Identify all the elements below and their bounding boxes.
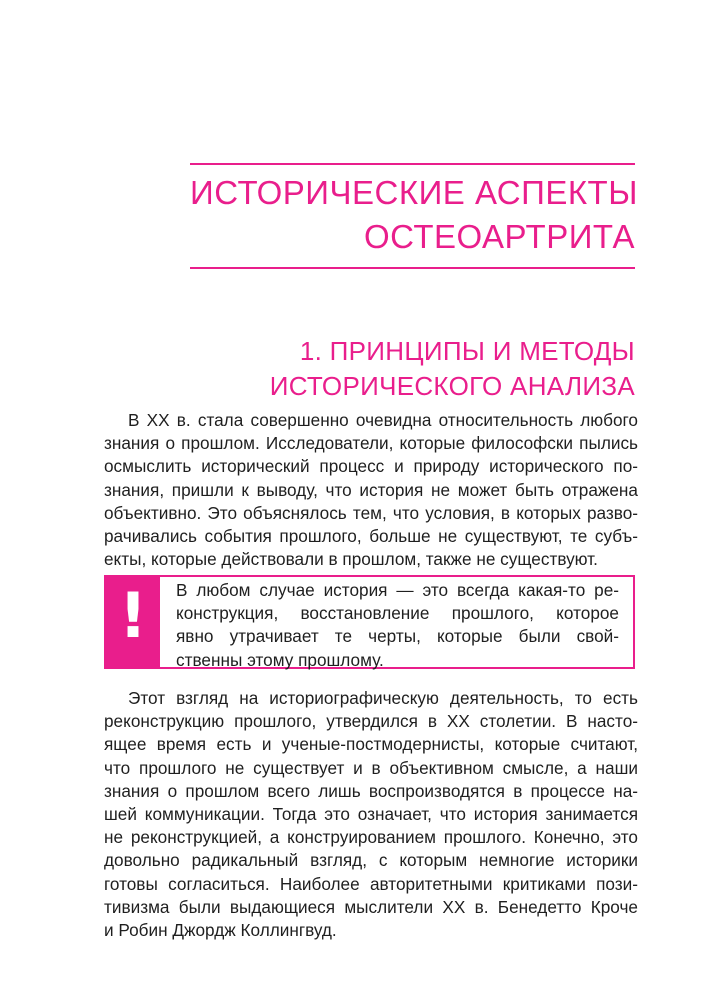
section-title	[200, 334, 635, 404]
section-title-line-1: 1. ПРИНЦИПЫ И МЕТОДЫ	[299, 336, 635, 366]
paragraph-1-line: знания, пришли к выводу, что история не может быть отражена	[104, 479, 638, 500]
paragraph-2-line: Этот взгляд на историографическую деятельность, то есть	[128, 688, 638, 708]
callout-line: явно утрачивает те черты, которые были свой-	[176, 626, 619, 647]
chapter-title-line-1: ИСТОРИЧЕСКИЕ АСПЕКТЫ	[190, 174, 638, 211]
paragraph-2-line: не реконструкцией, а конструированием прошлого. Конечно, это	[104, 827, 638, 848]
paragraph-2-line: что прошлого не существует и в объективном смысле, а наши	[104, 757, 638, 778]
paragraph-1-line: рачивались события прошлого, больше не существуют, те субъ-	[104, 526, 638, 547]
callout-text	[176, 579, 619, 672]
paragraph-2-line: готовы согласиться. Наиболее авторитетными критиками пози-	[104, 873, 638, 894]
paragraph-2-line: тивизма были выдающиеся мыслители XX в. Бенедетто Кроче	[104, 896, 638, 917]
paragraph-2-line: реконструкцию прошлого, утвердился в XX столетии. В насто-	[104, 711, 638, 732]
paragraph-2-line: знания о прошлом всего лишь воспроизводятся в процессе на-	[104, 780, 638, 801]
paragraph-1	[104, 409, 638, 571]
chapter-title-line-2: ОСТЕОАРТРИТА	[363, 218, 635, 255]
exclamation-icon: !	[118, 579, 148, 652]
callout-line: В любом случае история — это всегда какая-то ре-	[176, 580, 619, 600]
paragraph-2	[104, 687, 638, 942]
paragraph-2-line: и Робин Джордж Коллингвуд.	[104, 920, 337, 941]
chapter-top-rule	[190, 163, 635, 165]
paragraph-1-line: осмыслить исторический процесс и природу исторического по-	[104, 456, 638, 477]
paragraph-1-line: екты, которые действовали в прошлом, также не существуют.	[104, 549, 598, 570]
section-title-line-2: ИСТОРИЧЕСКОГО АНАЛИЗА	[269, 371, 635, 401]
paragraph-1-line: В XX в. стала совершенно очевидна относительность любого	[128, 410, 638, 430]
callout-line: конструкция, восстановление прошлого, которое	[176, 603, 619, 624]
paragraph-2-line: довольно радикальный взгляд, с которым немногие историки	[104, 850, 638, 871]
paragraph-2-line: ящее время есть и ученые-постмодернисты, которые считают,	[104, 734, 638, 755]
paragraph-1-line: знания о прошлом. Исследователи, которые философски пылись	[104, 433, 638, 454]
chapter-title	[190, 171, 638, 259]
chapter-bottom-rule	[190, 267, 635, 269]
callout-line: ственны этому прошлому.	[176, 649, 384, 670]
important-callout	[104, 575, 635, 669]
chapter-header	[190, 163, 638, 269]
paragraph-2-line: шей коммуникации. Тогда это означает, что история занимается	[104, 804, 638, 825]
paragraph-1-line: объективно. Это объяснялось тем, что условия, в которых разво-	[104, 502, 638, 523]
